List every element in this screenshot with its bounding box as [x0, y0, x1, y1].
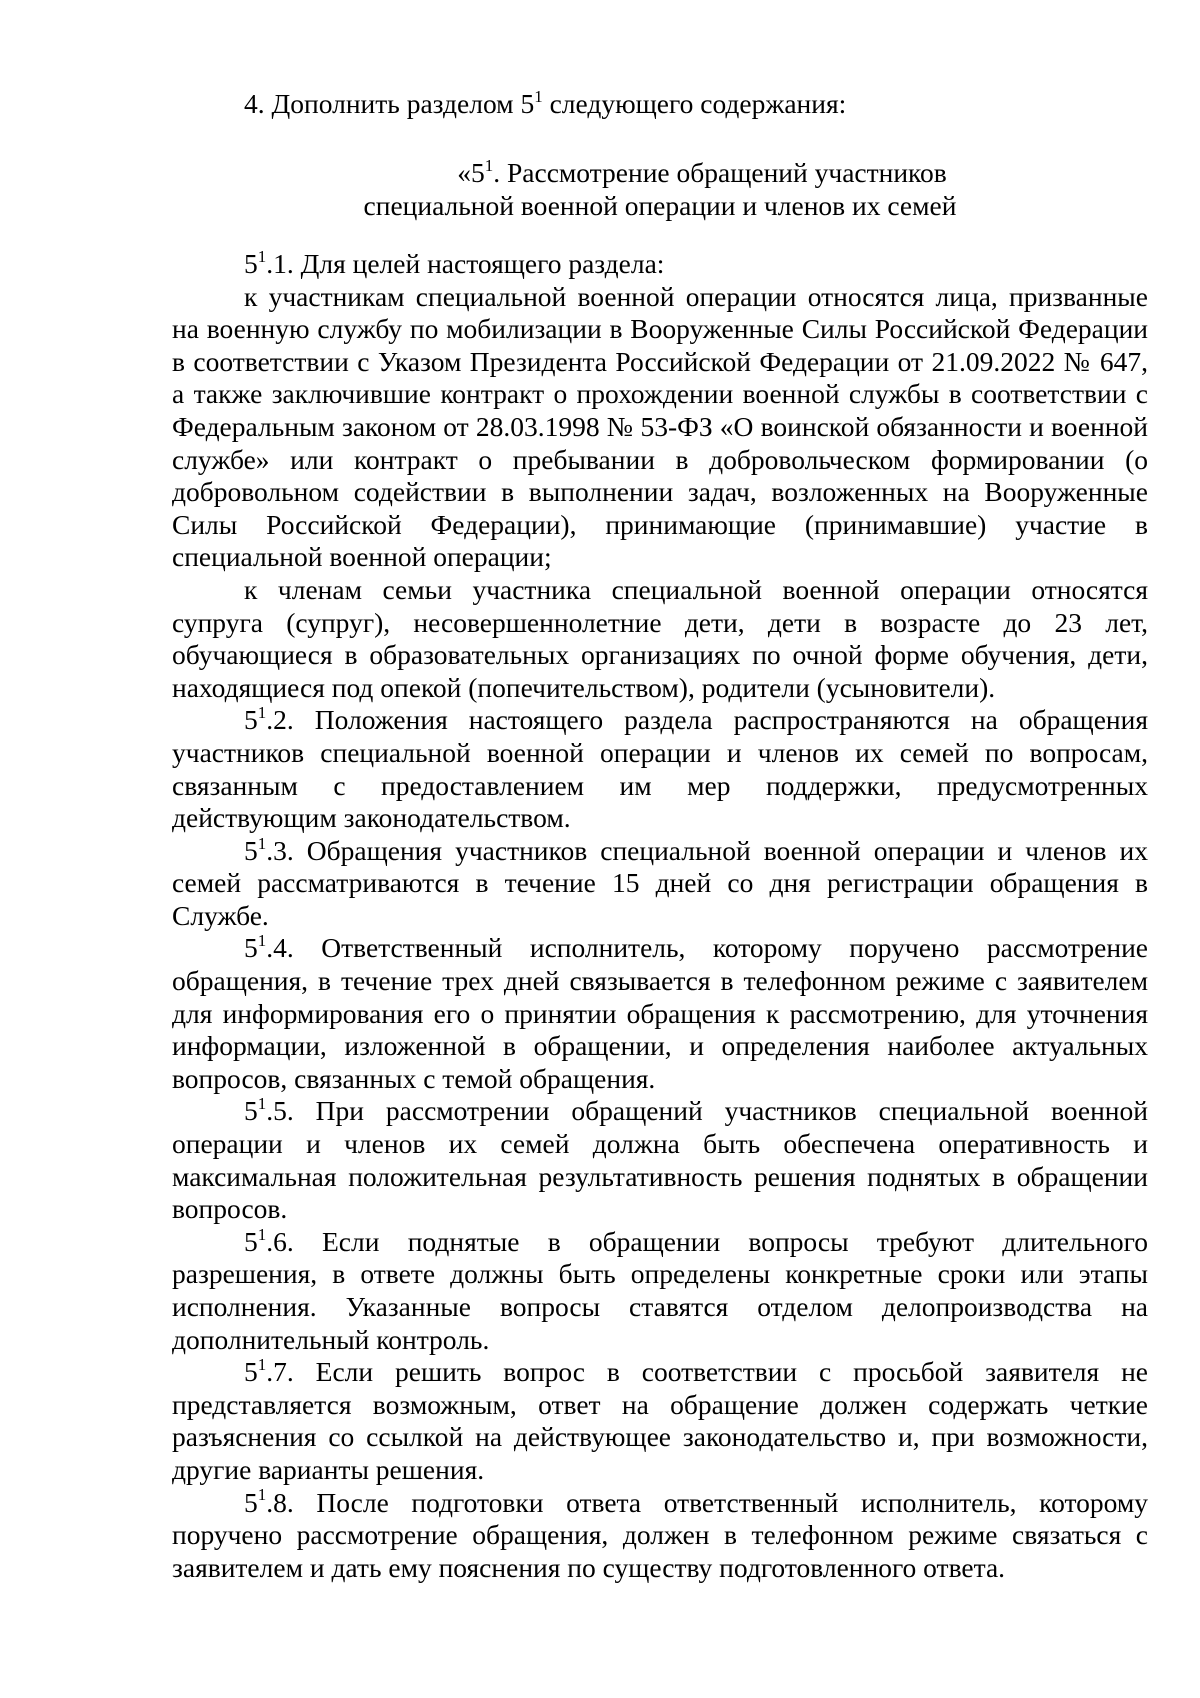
heading-superscript: 1 [484, 155, 494, 175]
intro-text-after: следующего содержания: [542, 88, 847, 119]
clause-number-suffix: .5. [266, 1095, 294, 1127]
clause-superscript: 1 [257, 833, 267, 853]
paragraph-text: Положения настоящего раздела распространяются на обращения участников специальной военной операции и членов их семей по вопросам, связанным с предоставлением им мер поддержки, предусмотренных действующим законодательством. [172, 704, 1148, 834]
clause-number: 5 [244, 1225, 258, 1257]
paragraph-text: Если решить вопрос в соответствии с просьбой заявителя не представляется возможным, ответ на обращение должен содержать четкие разъяснения со ссылкой на действующее законодательство и, при возможности, другие варианты решения. [172, 1356, 1148, 1485]
clause-number-suffix: .4. [266, 932, 294, 964]
clause-number: 5 [244, 1356, 258, 1388]
clause-superscript: 1 [257, 1224, 267, 1244]
clause-superscript: 1 [257, 931, 267, 951]
clause-number-suffix: .7. [266, 1356, 294, 1388]
section-heading [172, 156, 1148, 222]
paragraph-text: Обращения участников специальной военной операции и членов их семей рассматриваются в течение 15 дней со дня регистрации обращения в Службе. [172, 834, 1148, 931]
paragraph-5-1-5 [172, 1095, 1148, 1225]
clause-number: 5 [244, 248, 258, 279]
clause-number-suffix: .8. [266, 1486, 294, 1518]
clause-superscript: 1 [257, 1355, 267, 1375]
paragraph-5-1-8 [172, 1487, 1148, 1585]
paragraph-text: Если поднятые в обращении вопросы требуют длительного разрешения, в ответе должны быть определены конкретные сроки или этапы исполнения. Указанные вопросы ставятся отделом делопроизводства на дополнительный контроль. [172, 1225, 1148, 1355]
paragraph-participants-definition [172, 281, 1148, 574]
clause-number: 5 [244, 932, 258, 964]
heading-line-1-text: . Рассмотрение обращений участников [493, 157, 947, 188]
clause-number: 5 [244, 1486, 258, 1518]
paragraph-5-1-6 [172, 1226, 1148, 1356]
clause-number-suffix: .1. [266, 248, 294, 279]
paragraph-text: Для целей настоящего раздела: [293, 248, 665, 279]
clause-superscript: 1 [257, 1094, 267, 1114]
heading-line-2: специальной военной операции и членов их семей [363, 190, 957, 221]
paragraph-5-1-7 [172, 1356, 1148, 1486]
clause-number-suffix: .6. [266, 1225, 294, 1257]
clause-number-suffix: .3. [266, 834, 294, 866]
paragraph-text: После подготовки ответа ответственный исполнитель, которому поручено рассмотрение обращения, должен в телефонном режиме связаться с заявителем и дать ему пояснения по существу подготовленного ответа. [172, 1486, 1148, 1583]
paragraph-5-1-4 [172, 932, 1148, 1095]
paragraph-text: к участникам специальной военной операции относятся лица, призванные на военную службу по мобилизации в Вооруженные Силы Российской Федерации в соответствии с Указом Президента Российской Федерации от 21.09.2022 № 647, а также заключившие контракт о прохождении военной службы в соответствии с Федеральным законом от 28.03.1998 № 53-ФЗ «О воинской обязанности и военной службе» или контракт о пребывании в добровольческом формировании (о добровольном содействии в выполнении задач, возложенных на Вооруженные Силы Российской Федерации), принимающие (принимавшие) участие в специальной военной операции; [172, 280, 1148, 573]
heading-prefix: «5 [457, 157, 485, 188]
amendment-intro [172, 88, 1148, 121]
clause-superscript: 1 [257, 246, 267, 266]
paragraph-5-1-1 [172, 248, 1148, 281]
clause-number: 5 [244, 704, 258, 736]
paragraph-text: к членам семьи участника специальной военной операции относятся супруга (супруг), несовершеннолетние дети, дети в возрасте до 23 лет, обучающиеся в образовательных организациях по очной форме обучения, дети, находящиеся под опекой (попечительством), родители (усыновители). [172, 573, 1148, 703]
paragraph-5-1-3 [172, 835, 1148, 933]
section-body [172, 248, 1148, 1584]
intro-text-before: 4. Дополнить разделом 5 [244, 88, 535, 119]
heading-line-1 [172, 156, 1148, 189]
paragraph-text: Ответственный исполнитель, которому поручено рассмотрение обращения, в течение трех дней связывается в телефонном режиме с заявителем для информирования его о принятии обращения к рассмотрению, для уточнения информации, изложенной в обращении, и определения наиболее актуальных вопросов, связанных с темой обращения. [172, 932, 1148, 1094]
clause-number: 5 [244, 834, 258, 866]
clause-superscript: 1 [257, 703, 267, 723]
clause-number: 5 [244, 1095, 258, 1127]
clause-number-suffix: .2. [266, 704, 294, 736]
paragraph-5-1-2 [172, 704, 1148, 834]
clause-superscript: 1 [257, 1485, 267, 1505]
intro-superscript: 1 [534, 86, 543, 106]
paragraph-text: При рассмотрении обращений участников специальной военной операции и членов их семей должна быть обеспечена оперативность и максимальная положительная результативность решения поднятых в обращении вопросов. [172, 1095, 1148, 1225]
paragraph-family-definition [172, 574, 1148, 704]
